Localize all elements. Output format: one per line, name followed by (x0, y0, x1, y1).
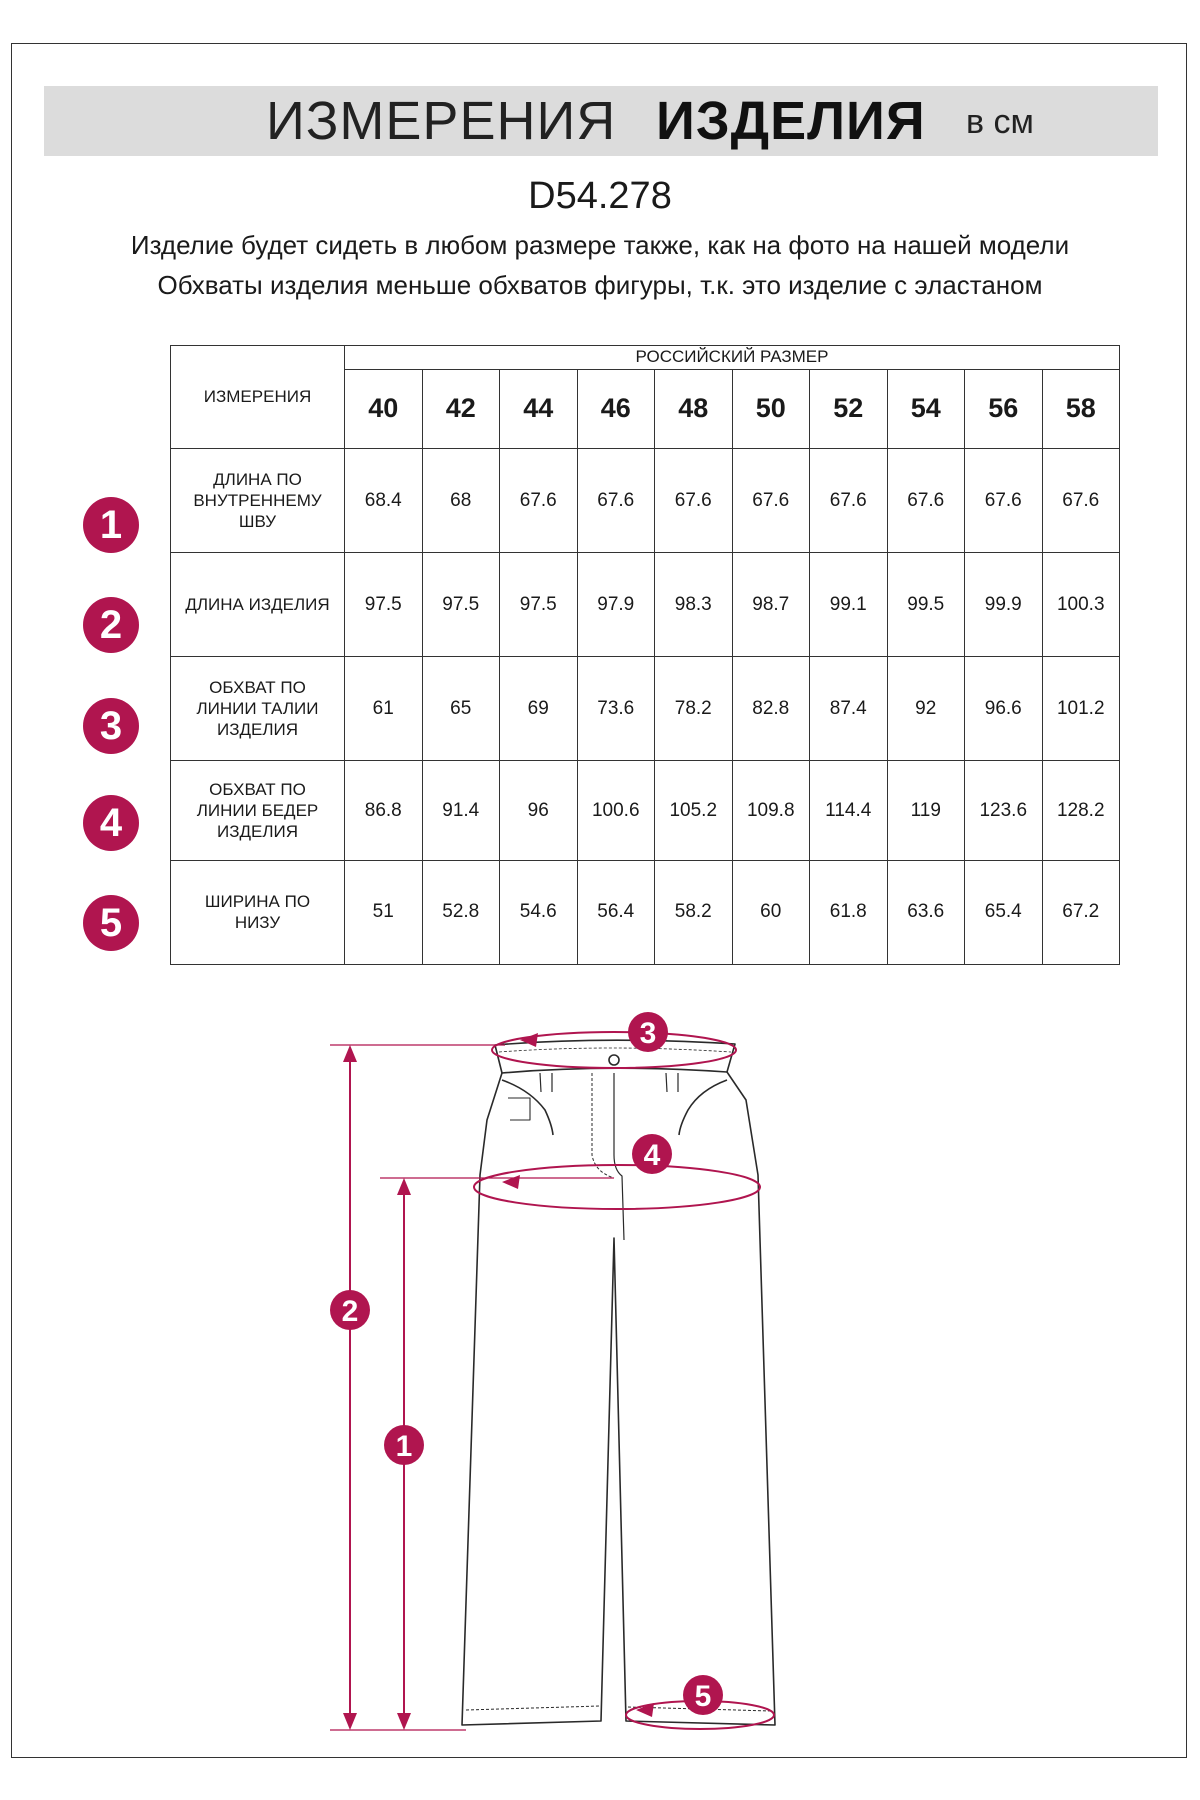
svg-text:2: 2 (341, 1295, 359, 1328)
measurement-value: 92 (887, 657, 965, 761)
measurement-value: 58.2 (655, 860, 733, 964)
measurement-value: 69 (500, 657, 578, 761)
measurement-row (171, 553, 1120, 657)
size-header-cell: 58 (1042, 369, 1120, 448)
measurement-value: 87.4 (810, 657, 888, 761)
measurement-value: 67.6 (965, 448, 1043, 552)
measurement-value: 73.6 (577, 657, 655, 761)
measurement-value: 105.2 (655, 761, 733, 861)
measurement-value: 119 (887, 761, 965, 861)
svg-text:5: 5 (694, 1680, 712, 1713)
measurement-value: 123.6 (965, 761, 1043, 861)
elastane-note: Обхваты изделия меньше обхватов фигуры, т.к. это изделие с эластаном (157, 270, 1043, 300)
measurement-value: 61.8 (810, 860, 888, 964)
measurement-value: 114.4 (810, 761, 888, 861)
measurement-value: 99.1 (810, 553, 888, 657)
measurement-value: 98.7 (732, 553, 810, 657)
size-header-cell: 56 (965, 369, 1043, 448)
title-product: ИЗДЕЛИЯ (656, 91, 926, 151)
measurement-label (171, 761, 345, 861)
measurement-label-line: ДЛИНА ИЗДЕЛИЯ (185, 595, 330, 615)
measurements-header: ИЗМЕРЕНИЯ (171, 346, 345, 449)
measurement-value: 67.6 (1042, 448, 1120, 552)
size-header-cell: 50 (732, 369, 810, 448)
diagram-badge-1 (384, 1425, 424, 1465)
measurement-value: 67.6 (500, 448, 578, 552)
measurement-label-line: ИЗДЕЛИЯ (217, 822, 298, 841)
measurement-row (171, 761, 1120, 861)
measurement-label-line: ДЛИНА ПО (213, 470, 302, 489)
row-number-badge: 1 (83, 497, 139, 553)
diagram-badge-4 (632, 1134, 672, 1174)
measurement-value: 68 (422, 448, 500, 552)
measurement-label (171, 657, 345, 761)
measurement-label-line: ЛИНИИ БЕДЕР (196, 801, 319, 820)
svg-text:3: 3 (639, 1017, 657, 1050)
measurement-label-line: ОБХВАТ ПО (209, 678, 306, 698)
diagram-badge-2 (330, 1290, 370, 1330)
measurement-value: 128.2 (1042, 761, 1120, 861)
measurement-value: 67.6 (577, 448, 655, 552)
measurement-value: 51 (345, 860, 423, 964)
size-header-cell: 48 (655, 369, 733, 448)
measurement-value: 98.3 (655, 553, 733, 657)
measurement-label (171, 860, 345, 964)
measurement-label (171, 448, 345, 552)
russian-size-header: РОССИЙСКИЙ РАЗМЕР (345, 346, 1120, 370)
row-number-badge: 4 (83, 795, 139, 851)
measurement-value: 96.6 (965, 657, 1043, 761)
measurement-value: 65 (422, 657, 500, 761)
size-header-cell: 40 (345, 369, 423, 448)
measurement-value: 82.8 (732, 657, 810, 761)
measurement-value: 56.4 (577, 860, 655, 964)
measurement-label-line: ИЗДЕЛИЯ (217, 720, 298, 740)
measurement-value: 97.5 (422, 553, 500, 657)
size-header-cell: 46 (577, 369, 655, 448)
measurement-label-line: ВНУТРЕННЕМУ (193, 491, 322, 510)
measurement-row (171, 860, 1120, 964)
svg-text:4: 4 (643, 1139, 661, 1172)
measurement-value: 67.6 (732, 448, 810, 552)
size-header-cell: 44 (500, 369, 578, 448)
measurement-value: 97.5 (500, 553, 578, 657)
measurement-row (171, 657, 1120, 761)
fit-note: Изделие будет сидеть в любом размере также, как на фото на нашей модели (130, 230, 1070, 260)
measurement-value: 96 (500, 761, 578, 861)
measurement-value: 67.6 (810, 448, 888, 552)
measurement-value: 67.2 (1042, 860, 1120, 964)
measurement-value: 101.2 (1042, 657, 1120, 761)
measurement-value: 67.6 (887, 448, 965, 552)
measurement-value: 60 (732, 860, 810, 964)
diagram-badge-5 (683, 1675, 723, 1715)
measurement-value: 99.9 (965, 553, 1043, 657)
jeans-outline (462, 1072, 775, 1725)
measurement-label-line: НИЗУ (234, 913, 281, 933)
row-number-badge: 3 (83, 698, 139, 754)
measurement-value: 68.4 (345, 448, 423, 552)
title-measurements: ИЗМЕРЕНИЯ (266, 91, 617, 151)
svg-text:1: 1 (395, 1430, 413, 1463)
measurement-value: 109.8 (732, 761, 810, 861)
measurement-value: 86.8 (345, 761, 423, 861)
size-header-cell: 42 (422, 369, 500, 448)
diagram-badge-3 (628, 1012, 668, 1052)
product-code: D54.278 (528, 175, 672, 217)
size-header-cell: 54 (887, 369, 965, 448)
size-table (170, 345, 1120, 965)
measurement-value: 97.9 (577, 553, 655, 657)
measurement-value: 91.4 (422, 761, 500, 861)
row-number-badge: 2 (83, 597, 139, 653)
measurement-value: 67.6 (655, 448, 733, 552)
measurement-label-line: ШИРИНА ПО (204, 892, 311, 912)
measurement-value: 100.6 (577, 761, 655, 861)
size-header-cell: 52 (810, 369, 888, 448)
measurement-value: 65.4 (965, 860, 1043, 964)
title-unit: в см (966, 103, 1034, 141)
measurement-value: 97.5 (345, 553, 423, 657)
measurement-label-line: ЛИНИИ ТАЛИИ (196, 699, 319, 719)
measurement-value: 54.6 (500, 860, 578, 964)
measurement-value: 99.5 (887, 553, 965, 657)
measurement-label (171, 553, 345, 657)
row-number-badge: 5 (83, 895, 139, 951)
measurement-value: 78.2 (655, 657, 733, 761)
jeans-diagram (0, 980, 1200, 1740)
measurement-value: 63.6 (887, 860, 965, 964)
measurement-value: 61 (345, 657, 423, 761)
measurement-label-line: ШВУ (238, 512, 277, 531)
measurement-value: 52.8 (422, 860, 500, 964)
measurement-value: 100.3 (1042, 553, 1120, 657)
measurement-label-line: ОБХВАТ ПО (209, 780, 306, 799)
measurement-row (171, 448, 1120, 552)
